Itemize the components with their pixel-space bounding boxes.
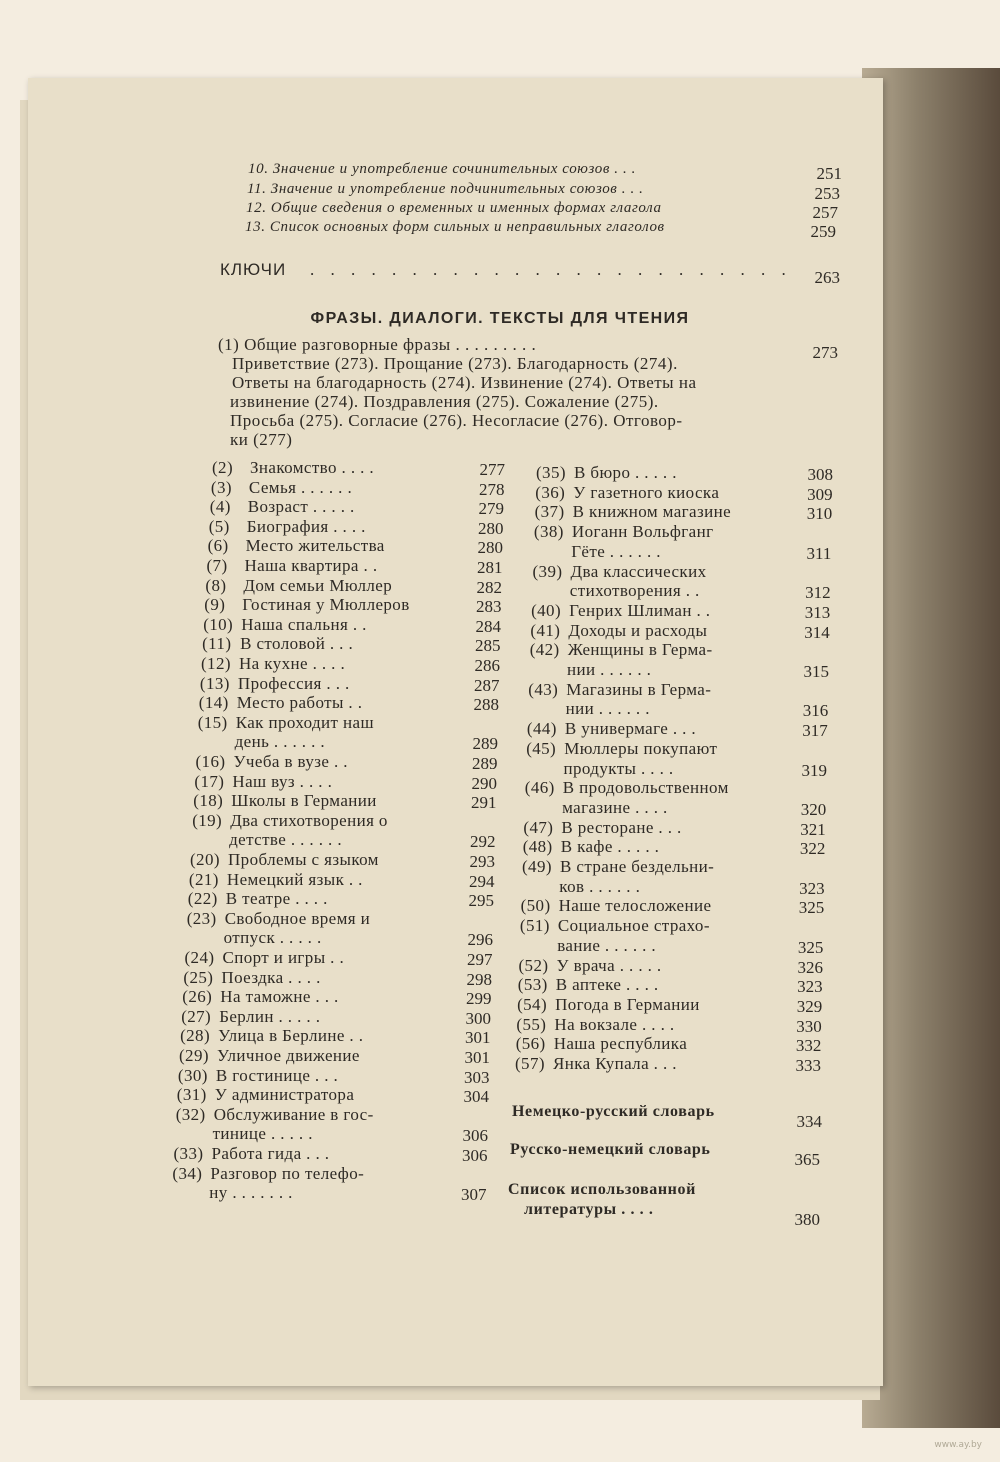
entry-title: В кафе . . . . . (560, 837, 660, 857)
entry-page: 316 (802, 701, 829, 721)
entry-title: Как проходит наш (235, 712, 374, 732)
toc-entry-page: 253 (814, 184, 840, 203)
toc-entry-label: 11. Значение и употребление подчинительных союзов . . . (247, 181, 644, 197)
toc-entry (183, 968, 423, 987)
entry-page: 288 (473, 695, 499, 715)
entry-number: (28) (180, 1026, 211, 1046)
toc-entry (193, 791, 433, 810)
entry-page: 292 (470, 832, 496, 852)
entry-page: 323 (797, 977, 823, 997)
toc-entry (536, 463, 786, 482)
entry-number: (37) (534, 502, 565, 522)
entry-page: 307 (461, 1185, 487, 1205)
toc-entry (198, 713, 438, 732)
entry-title: В продовольственном (562, 778, 729, 798)
toc-entry (171, 1183, 411, 1202)
entry-number: (44) (526, 719, 557, 739)
watermark: www.ay.by (934, 1440, 982, 1450)
entry-title: У врача . . . . . (556, 955, 662, 975)
entry-page: 301 (464, 1048, 490, 1067)
entry-page: 291 (471, 793, 497, 813)
entry-page: 315 (803, 662, 829, 681)
toc-entry (521, 877, 771, 896)
entry-number: (29) (179, 1046, 209, 1065)
entry-title: Мюллеры покупают (564, 738, 718, 758)
entry-page: 279 (478, 499, 504, 519)
toc-entry (532, 581, 782, 600)
entry-title: В театре . . . . (225, 889, 328, 909)
toc-entry (533, 562, 783, 581)
entry-page: 289 (472, 754, 498, 773)
entry-number: (4) (209, 497, 231, 517)
entry-title: Социальное страхо- (557, 916, 710, 936)
entry-number: (17) (194, 771, 225, 791)
toc-entry (528, 699, 778, 718)
toc-entry (524, 798, 774, 817)
entry-page: 304 (463, 1087, 489, 1107)
entry-number: (33) (173, 1144, 204, 1163)
entry-page: 284 (475, 616, 501, 636)
entry-title: вание . . . . . . (557, 935, 657, 955)
entry-title: У газетного киоска (573, 482, 720, 502)
toc-entry (208, 536, 448, 555)
toc-entry (522, 857, 772, 876)
intro-line: ки (277) (230, 430, 293, 449)
toc-entry (189, 870, 429, 889)
entry-page: 301 (465, 1028, 491, 1048)
entry-number: (38) (533, 522, 564, 542)
toc-entry (526, 739, 776, 758)
entry-page: 317 (802, 721, 828, 741)
entry-number: (5) (208, 516, 230, 536)
back-matter-title: Немецко-русский словарь (512, 1103, 715, 1120)
entry-title: Берлин . . . . . (219, 1006, 321, 1026)
toc-entry (204, 595, 444, 614)
toc-entry (528, 680, 778, 699)
toc-entry (191, 830, 431, 849)
entry-title: ков . . . . . . (559, 876, 641, 896)
entry-page: 313 (804, 602, 831, 622)
entry-number: (45) (526, 738, 557, 758)
entry-number: (19) (192, 810, 223, 830)
entry-title: Магазины в Герма- (566, 679, 712, 699)
entry-page: 289 (472, 734, 498, 754)
entry-page: 296 (467, 930, 493, 950)
toc-entry (174, 1144, 414, 1163)
toc-entry (535, 502, 785, 521)
entry-page: 311 (806, 543, 832, 563)
entry-title: Возраст . . . . . (247, 497, 355, 517)
entry-title: Профессия . . . (237, 673, 350, 693)
entry-title: магазине . . . . (562, 797, 668, 817)
entry-title: В книжном магазине (572, 502, 732, 522)
entry-number: (14) (198, 693, 229, 713)
entry-title: Янка Купала . . . (553, 1054, 677, 1073)
entry-number: (8) (205, 575, 227, 595)
entry-number: (11) (202, 634, 232, 654)
entry-title: В стране бездельни- (560, 857, 715, 876)
toc-entry (176, 1105, 416, 1124)
toc-entry (531, 601, 781, 620)
entry-number: (22) (187, 889, 218, 909)
intro-line: (1) Общие разговорные фразы . . . . . . . . . (218, 335, 537, 354)
entry-number: (41) (530, 620, 561, 640)
entry-page: 320 (800, 799, 827, 819)
entry-title: У администратора (214, 1085, 355, 1105)
entry-page: 278 (479, 479, 505, 499)
back-matter-title: литературы . . . . (524, 1201, 654, 1218)
entry-number: (34) (172, 1163, 203, 1183)
entry-page: 322 (799, 839, 826, 859)
back-matter-page: 380 (794, 1210, 820, 1229)
toc-entry-label: 13. Список основных форм сильных и неправильных глаголов (245, 219, 665, 235)
keys-dots: . . . . . . . . . . . . . . . . . . . . . . . . (310, 260, 792, 279)
section-heading: ФРАЗЫ. ДИАЛОГИ. ТЕКСТЫ ДЛЯ ЧТЕНИЯ (310, 310, 690, 327)
intro-line: Приветствие (273). Прощание (273). Благодарность (274). (232, 354, 678, 373)
entry-number: (21) (188, 869, 219, 889)
entry-title: Поездка . . . . (221, 967, 321, 987)
back-matter-page: 365 (794, 1150, 820, 1169)
intro-line: Просьба (275). Согласие (276). Несогласие (276). Отговор- (230, 411, 683, 430)
toc-entry (516, 1034, 766, 1053)
entry-title: Обслуживание в гос- (213, 1104, 374, 1124)
entry-number: (18) (193, 791, 224, 811)
toc-entry (534, 522, 784, 541)
entry-page: 330 (796, 1016, 822, 1036)
back-matter-title: Список использованной (508, 1181, 696, 1198)
entry-number: (57) (515, 1054, 545, 1073)
entry-title: Семья . . . . . . (248, 477, 353, 497)
toc-entry (212, 458, 452, 477)
entry-page: 329 (796, 996, 823, 1016)
keys-label: КЛЮЧИ (220, 260, 287, 279)
entry-title: нии . . . . . . (565, 699, 650, 719)
entry-title: Женщины в Герма- (567, 640, 713, 660)
entry-title: Разговор по телефо- (210, 1163, 365, 1183)
toc-entry (179, 1046, 419, 1065)
entry-page: 294 (469, 871, 495, 891)
entry-title: В гостинице . . . (215, 1065, 339, 1085)
entry-page: 333 (795, 1056, 821, 1075)
entry-number: (10) (203, 614, 234, 634)
entry-title: Наш вуз . . . . (232, 771, 333, 791)
entry-title: Место работы . . (236, 693, 363, 713)
entry-number: (13) (199, 673, 230, 693)
entry-title: стихотворения . . (569, 581, 700, 601)
entry-page: 283 (476, 597, 502, 617)
entry-number: (23) (186, 908, 217, 928)
entry-title: Дом семьи Мюллер (243, 575, 393, 595)
toc-entry (199, 693, 439, 712)
entry-title: На кухне . . . . (239, 654, 346, 673)
entry-page: 321 (800, 819, 826, 839)
entry-number: (53) (517, 975, 548, 995)
entry-page: 309 (807, 484, 833, 504)
entry-title: тинице . . . . . (212, 1124, 313, 1144)
toc-entry (200, 674, 440, 693)
entry-title: Два стихотворения о (230, 810, 388, 830)
entry-title: В аптеке . . . . (555, 975, 659, 995)
entry-title: На таможне . . . (220, 987, 339, 1007)
intro-line: Ответы на благодарность (274). Извинение (274). Ответы на (232, 373, 697, 392)
toc-entry (178, 1066, 418, 1085)
toc-entry (172, 1164, 412, 1183)
entry-number: (52) (518, 955, 549, 975)
intro-block (218, 335, 788, 449)
entry-page: 293 (469, 852, 495, 871)
entry-page: 277 (479, 460, 505, 479)
entry-page: 280 (477, 538, 503, 558)
toc-entry (194, 772, 434, 791)
toc-entry (525, 778, 775, 797)
entry-title: Погода в Германии (555, 994, 700, 1014)
toc-entry (205, 576, 445, 595)
toc-entry (523, 837, 773, 856)
toc-entry (185, 948, 425, 967)
toc-entry (196, 752, 436, 771)
entry-title: Немецкий язык . . (226, 869, 363, 889)
entry-number: (15) (197, 712, 228, 732)
entry-title: Иоганн Вольфганг (571, 522, 714, 542)
entry-number: (7) (206, 556, 228, 575)
entry-title: В универмаге . . . (564, 719, 697, 739)
entry-page: 306 (462, 1146, 488, 1165)
toc-entry-page: 259 (810, 222, 836, 241)
entry-title: Школы в Германии (231, 791, 377, 811)
entry-number: (55) (516, 1014, 547, 1034)
entry-number: (3) (210, 477, 232, 497)
entry-page: 325 (797, 937, 824, 957)
entry-title: Наше телосложение (558, 896, 712, 916)
toc-entry (210, 497, 450, 516)
entry-page: 282 (476, 577, 502, 597)
entry-number: (39) (532, 561, 563, 581)
entry-number: (43) (528, 679, 559, 699)
entry-number: (48) (522, 837, 553, 857)
entry-title: Наша квартира . . (244, 556, 378, 575)
entry-number: (50) (520, 896, 551, 916)
toc-entry (529, 660, 779, 679)
entry-number: (56) (515, 1034, 546, 1054)
entry-title: В бюро . . . . . (574, 463, 677, 482)
back-matter-title: Русско-немецкий словарь (510, 1141, 711, 1158)
toc-entry (519, 956, 769, 975)
entry-page: 287 (474, 675, 500, 695)
entry-title: Улица в Берлине . . (218, 1026, 364, 1046)
entry-page: 299 (466, 989, 492, 1009)
entry-title: нии . . . . . . (567, 660, 652, 679)
entry-title: Генрих Шлиман . . (569, 600, 711, 620)
entry-number: (2) (212, 458, 234, 477)
entry-page: 281 (477, 558, 503, 577)
entry-page: 310 (806, 504, 833, 524)
entry-number: (9) (204, 595, 226, 615)
toc-entry (519, 936, 769, 955)
toc-entry (533, 542, 783, 561)
toc-entry (180, 1026, 420, 1045)
toc-entry (526, 759, 776, 778)
intro-page: 273 (812, 343, 838, 362)
toc-entry (202, 634, 442, 653)
entry-page: 290 (471, 773, 497, 793)
toc-entry (186, 928, 426, 947)
toc-entry (175, 1124, 415, 1143)
back-matter-page: 334 (796, 1112, 822, 1131)
entry-title: Гёте . . . . . . (571, 541, 661, 561)
toc-entry (192, 811, 432, 830)
keys-page: 263 (814, 268, 840, 287)
toc-entry-page: 251 (816, 164, 842, 183)
entry-title: Спорт и игры . . (222, 948, 345, 967)
entry-number: (36) (535, 482, 566, 502)
toc-entry (518, 975, 768, 994)
entry-page: 295 (468, 891, 494, 911)
entry-number: (31) (176, 1085, 207, 1105)
entry-title: Два классических (570, 561, 707, 581)
entry-page: 314 (804, 622, 830, 642)
toc-entry (188, 889, 428, 908)
toc-entry (197, 732, 437, 751)
toc-entry (535, 483, 785, 502)
entry-title: Свободное время и (224, 908, 371, 928)
entry-title: Уличное движение (217, 1046, 360, 1065)
entry-page: 300 (465, 1008, 491, 1028)
toc-entry (182, 987, 422, 1006)
entry-title: Место жительства (245, 536, 385, 556)
entry-number: (16) (195, 752, 226, 771)
entry-page: 286 (474, 656, 500, 675)
entry-number: (20) (190, 850, 220, 869)
entry-page: 326 (797, 957, 823, 977)
entry-number: (42) (529, 640, 560, 660)
toc-entry (530, 621, 780, 640)
entry-number: (40) (531, 600, 562, 620)
entry-number: (35) (536, 463, 566, 482)
entry-page: 312 (805, 583, 831, 603)
toc-entry (517, 995, 767, 1014)
entry-number: (6) (207, 536, 229, 556)
entry-title: В столовой . . . (240, 634, 354, 654)
entry-number: (49) (522, 857, 552, 876)
entry-title: Наша спальня . . (241, 614, 367, 634)
entry-number: (51) (519, 916, 550, 936)
toc-entry (516, 1015, 766, 1034)
toc-entry (181, 1007, 421, 1026)
entry-number: (54) (517, 994, 548, 1014)
toc-entry-label: 12. Общие сведения о временных и именных формах глагола (246, 200, 662, 216)
toc-entry (515, 1054, 765, 1073)
entry-title: детстве . . . . . . (229, 830, 342, 850)
toc-entry (207, 556, 447, 575)
toc-entry (190, 850, 430, 869)
entry-title: Учеба в вузе . . (233, 752, 348, 771)
entry-page: 297 (467, 950, 493, 969)
toc-entry (203, 615, 443, 634)
entry-number: (47) (523, 817, 554, 837)
toc-entry-label: 10. Значение и употребление сочинительных союзов . . . (248, 161, 637, 177)
toc-entry (187, 909, 427, 928)
entry-number: (27) (181, 1006, 212, 1026)
entry-number: (12) (201, 654, 231, 673)
toc-entry (523, 818, 773, 837)
toc-entry (201, 654, 441, 673)
entry-title: Гостиная у Мюллеров (242, 595, 410, 615)
entry-number: (26) (182, 987, 213, 1007)
entry-page: 323 (799, 878, 825, 898)
toc-entry (209, 517, 449, 536)
entry-title: Доходы и расходы (568, 620, 708, 640)
toc-entry (211, 478, 451, 497)
entry-number: (32) (175, 1104, 206, 1124)
entry-title: Наша республика (553, 1034, 688, 1054)
entry-page: 285 (475, 636, 501, 656)
entry-page: 298 (466, 969, 492, 989)
entry-title: Биография . . . . (246, 516, 366, 536)
entry-page: 303 (464, 1067, 490, 1087)
entry-page: 332 (795, 1036, 822, 1056)
entry-title: На вокзале . . . . (554, 1014, 675, 1034)
toc-entry (520, 916, 770, 935)
entry-number: (25) (183, 967, 214, 987)
entry-title: Знакомство . . . . (250, 458, 375, 477)
toc-entry (521, 896, 771, 915)
toc-entry (527, 719, 777, 738)
toc-entry (530, 640, 780, 659)
entry-title: Работа гида . . . (211, 1144, 330, 1163)
entry-title: Проблемы с языком (228, 850, 379, 869)
entry-page: 280 (478, 518, 504, 538)
entry-title: отпуск . . . . . (223, 928, 322, 948)
toc-entry (177, 1085, 417, 1104)
entry-number: (24) (184, 948, 215, 967)
entry-number: (46) (524, 778, 555, 798)
entry-title: день . . . . . . (234, 732, 326, 752)
entry-page: 325 (798, 898, 825, 918)
entry-page: 319 (801, 760, 827, 780)
entry-page: 306 (462, 1126, 488, 1146)
toc-entry-page: 257 (812, 203, 838, 222)
intro-line: извинение (274). Поздравления (275). Сожаление (275). (230, 392, 659, 411)
entry-title: ну . . . . . . . (209, 1183, 293, 1203)
entry-title: продукты . . . . (563, 758, 674, 778)
entry-title: В ресторане . . . (561, 817, 682, 837)
entry-page: 308 (807, 465, 833, 484)
entry-number: (30) (177, 1065, 208, 1085)
